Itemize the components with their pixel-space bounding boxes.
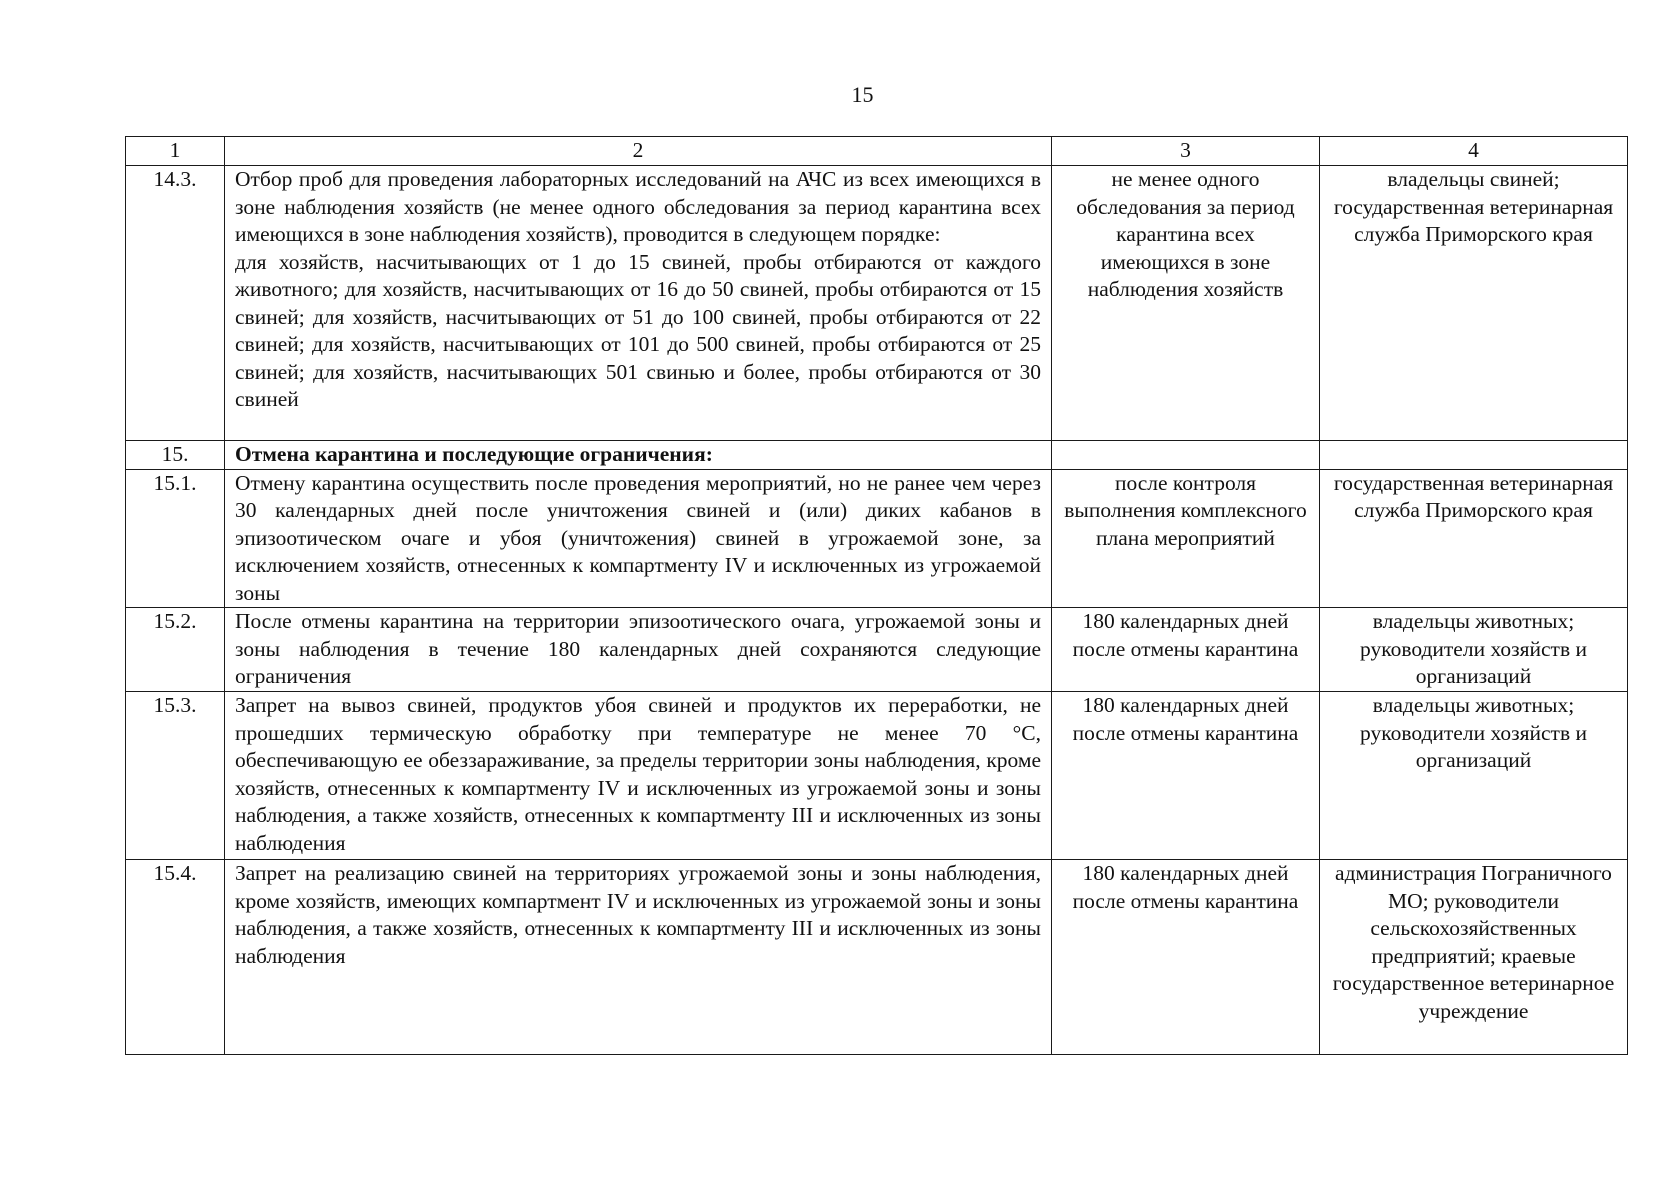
description-paragraph: Отбор проб для проведения лабораторных исследований на АЧС из всех имеющихся в зоне наблюдения хозяйств (не менее одного обследования за период карантина всех имеющихся в зоне наблюдения хозяйств), проводится в следующем порядке: [235, 167, 1041, 246]
table-row [126, 608, 1628, 692]
row-description: Запрет на реализацию свиней на территориях угрожаемой зоны и зоны наблюдения, кроме хозяйств, имеющих компартмент IV и исключенных из угрожаемой зоны и зоны наблюдения, а также хозяйств, отнесенных к компартменту III и исключенных из зоны наблюдения [225, 860, 1052, 1055]
column-number-4: 4 [1320, 137, 1628, 166]
measures-table [125, 136, 1628, 1055]
column-number-3: 3 [1052, 137, 1320, 166]
table-row [126, 860, 1628, 1055]
section-title: Отмена карантина и последующие ограничения: [225, 441, 1052, 470]
table-row [126, 166, 1628, 441]
page-number: 15 [851, 82, 874, 107]
row-number: 15. [126, 441, 225, 470]
row-responsible [1320, 441, 1628, 470]
row-number: 14.3. [126, 166, 225, 441]
row-number: 15.2. [126, 608, 225, 692]
row-number: 15.1. [126, 469, 225, 608]
table-header-row [126, 137, 1628, 166]
row-description [225, 166, 1052, 441]
row-number: 15.4. [126, 860, 225, 1055]
table-row [126, 692, 1628, 860]
row-term [1052, 441, 1320, 470]
row-term: не менее одного обследования за период карантина всех имеющихся в зоне наблюдения хозяйств [1052, 166, 1320, 441]
row-description: Отмену карантина осуществить после проведения мероприятий, но не ранее чем через 30 календарных дней после уничтожения свиней и (или) диких кабанов в эпизоотическом очаге и убоя (уничтожения) свиней в угрожаемой зоне, за исключением хозяйств, отнесенных к компартменту IV и исключенных из угрожаемой зоны [225, 469, 1052, 608]
row-term: 180 календарных дней после отмены карантина [1052, 608, 1320, 692]
description-paragraph: для хозяйств, насчитывающих от 1 до 15 свиней, пробы отбираются от каждого животного; для хозяйств, насчитывающих от 16 до 50 свиней, пробы отбираются от 15 свиней; для хозяйств, насчитывающих от 51 до 100 свиней, пробы отбираются от 22 свиней; для хозяйств, насчитывающих от 101 до 500 свиней, пробы отбираются от 25 свиней; для хозяйств, насчитывающих 501 свинью и более, пробы отбираются от 30 свиней [235, 249, 1041, 411]
column-number-2: 2 [225, 137, 1052, 166]
row-term: 180 календарных дней после отмены карантина [1052, 860, 1320, 1055]
row-description: Запрет на вывоз свиней, продуктов убоя свиней и продуктов их переработки, не прошедших термическую обработку при температуре не менее 70 °С, обеспечивающую ее обеззараживание, за пределы территории зоны наблюдения, кроме хозяйств, отнесенных к компартменту IV и исключенных из угрожаемой зоны и зоны наблюдения, а также хозяйств, отнесенных к компартменту III и исключенных из зоны наблюдения [225, 692, 1052, 860]
row-responsible: администрация Пограничного МО; руководители сельскохозяйственных предприятий; краевые государственное ветеринарное учреждение [1320, 860, 1628, 1055]
row-term: после контроля выполнения комплексного плана мероприятий [1052, 469, 1320, 608]
row-responsible: государственная ветеринарная служба Приморского края [1320, 469, 1628, 608]
row-number: 15.3. [126, 692, 225, 860]
row-responsible: владельцы животных; руководители хозяйств и организаций [1320, 692, 1628, 860]
row-term: 180 календарных дней после отмены карантина [1052, 692, 1320, 860]
table-section-row [126, 441, 1628, 470]
row-description: После отмены карантина на территории эпизоотического очага, угрожаемой зоны и зоны наблюдения в течение 180 календарных дней сохраняются следующие ограничения [225, 608, 1052, 692]
row-responsible: владельцы свиней; государственная ветеринарная служба Приморского края [1320, 166, 1628, 441]
column-number-1: 1 [126, 137, 225, 166]
row-responsible: владельцы животных; руководители хозяйств и организаций [1320, 608, 1628, 692]
table-row [126, 469, 1628, 608]
